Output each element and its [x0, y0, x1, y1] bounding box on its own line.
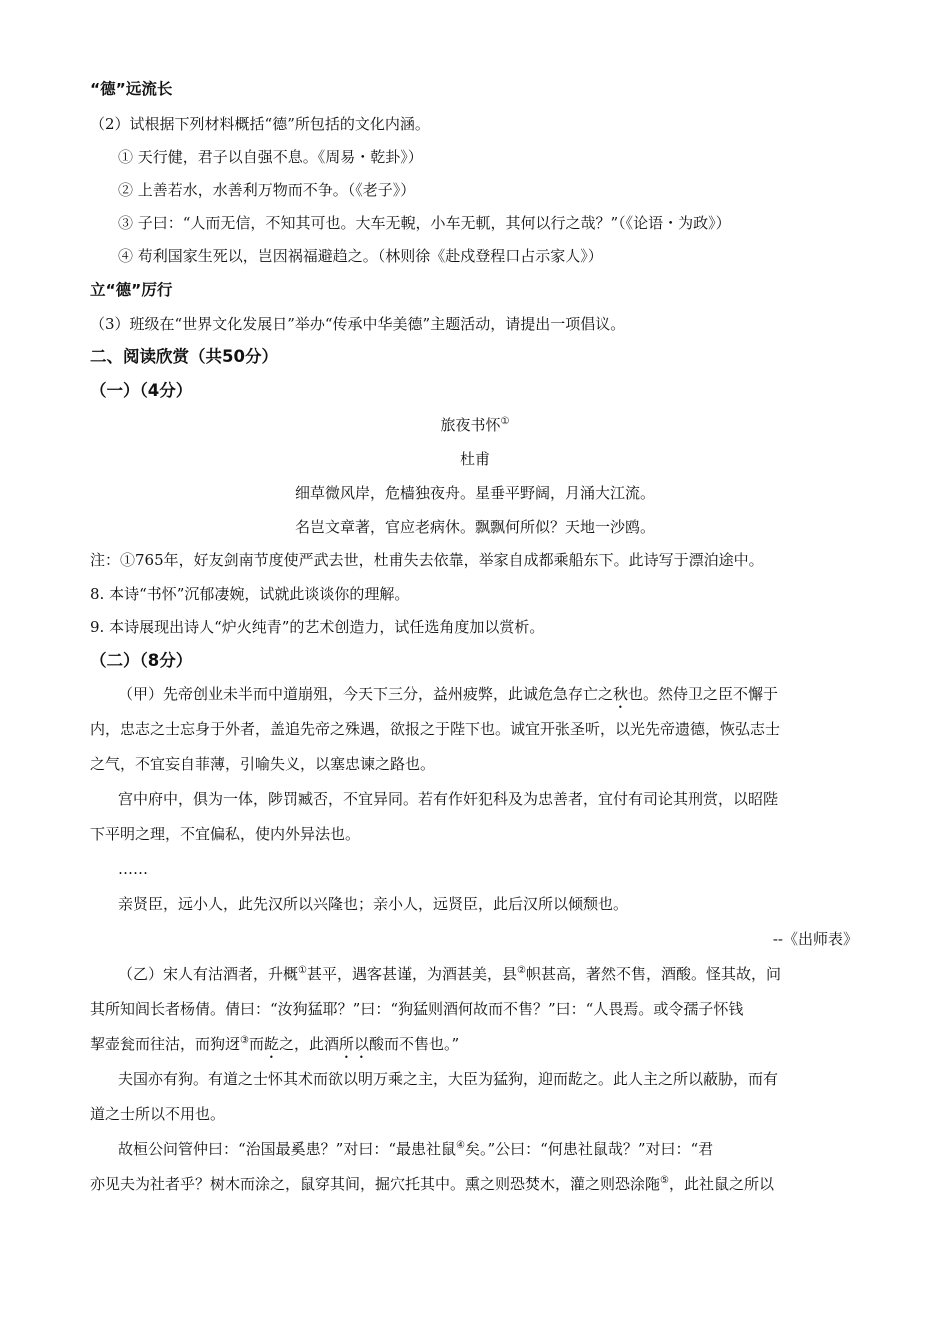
passage-jia-p2-line-2: 下平明之理，不宜偏私，使内外异法也。 [90, 825, 361, 843]
text-run: 之，此酒 [279, 1035, 340, 1053]
text-run: 甚平，遇客甚谨，为酒甚美，县 [306, 965, 517, 983]
poem-title [0, 414, 950, 436]
text-run: 矣。”公曰：“何患社鼠哉？”对曰：“君 [464, 1140, 714, 1158]
passage-jia-p1-line-3: 之气，不宜妄自菲薄，引喻失义，以塞忠谏之路也。 [90, 755, 436, 773]
question-2-prompt: （2）试根据下列材料概括“德”所包括的文化内涵。 [90, 115, 430, 133]
question-3-prompt: （3）班级在“世界文化发展日”举办“传承中华美德”主题活动，请提出一项倡议。 [90, 315, 626, 333]
passage-jia-p1-line-2: 内，忠志之士忘身于外者，盖追先帝之殊遇，欲报之于陛下也。诚宜开张圣听，以光先帝遗德，恢弘志士 [90, 720, 781, 738]
subsection-2-heading: （二）（8分） [90, 651, 193, 670]
poem-note: 注：①765年，好友剑南节度使严武去世，杜甫失去依靠，举家自成都乘船东下。此诗写于漂泊途中。 [90, 551, 764, 569]
material-1: ① 天行健，君子以自强不息。《周易・乾卦》） [118, 148, 423, 166]
part-2-heading: 二、阅读欣赏（共50分） [90, 347, 278, 366]
passage-yi-p1-line-3 [90, 1033, 459, 1062]
footnote-marker: ① [500, 416, 510, 427]
material-4: ④ 苟利国家生死以，岂因祸福避趋之。（林则徐《赴戍登程口占示家人》） [118, 247, 603, 265]
text-run: 挈壶瓮而往沽，而狗迓 [90, 1035, 241, 1053]
section-heading-li-de: 立“德”厉行 [90, 281, 173, 299]
subsection-1-heading: （一）（4分） [90, 381, 193, 400]
material-3: ③ 子曰：“人而无信，不知其可也。大车无輗，小车无軏，其何以行之哉？”（《论语・为政》） [118, 214, 731, 232]
passage-jia-p3: 亲贤臣，远小人，此先汉所以兴隆也；亲小人，远贤臣，此后汉所以倾颓也。 [118, 895, 629, 913]
footnote-marker: ④ [456, 1140, 465, 1151]
passage-yi-p3-line-1 [118, 1138, 713, 1160]
passage-yi-p3-line-2 [90, 1173, 774, 1195]
text-run: 故桓公问管仲曰：“治国最奚患？”对曰：“最患社鼠 [118, 1140, 457, 1158]
emphasized-char: 所以 [339, 1035, 370, 1053]
passage-yi-p2-line-2: 道之士所以不用也。 [90, 1105, 226, 1123]
poem-line-1: 细草微风岸，危樯独夜舟。星垂平野阔，月涌大江流。 [294, 484, 655, 502]
footnote-marker: ⑤ [660, 1175, 669, 1186]
text-run: 也。然侍卫之臣不懈于 [628, 685, 779, 703]
section-heading-de-yuan: “德”远流长 [90, 80, 173, 98]
passage-jia-p2-line-1: 宫中府中，俱为一体，陟罚臧否，不宜异同。若有作奸犯科及为忠善者，宜付有司论其刑赏，以昭陛 [118, 790, 779, 808]
passage-yi-p1-line-1 [118, 963, 781, 985]
material-2: ② 上善若水，水善利万物而不争。（《老子》） [118, 181, 416, 199]
text-run: 亦见夫为社者乎？树木而涂之，鼠穿其间，掘穴托其中。熏之则恐焚木，灌之则恐涂陁 [90, 1175, 661, 1193]
question-9: 9. 本诗展现出诗人“炉火纯青”的艺术创造力，试任选角度加以赏析。 [90, 618, 545, 636]
text-run: 帜甚高，著然不售，酒酸。怪其故，问 [525, 965, 781, 983]
passage-jia-ellipsis: …… [118, 860, 148, 878]
passage-jia-p1-line-1 [118, 683, 778, 712]
poem-author: 杜甫 [459, 450, 490, 468]
poem-title-text: 旅夜书怀 [440, 416, 501, 434]
question-8: 8. 本诗“书怀”沉郁凄婉，试就此谈谈你的理解。 [90, 585, 410, 603]
passage-jia-source: --《出师表》 [772, 930, 858, 948]
footnote-marker: ① [298, 965, 307, 976]
text-run: ，此社鼠之所以 [668, 1175, 774, 1193]
text-run: 而 [248, 1035, 264, 1053]
passage-yi-p2-line-1: 夫国亦有狗。有道之士怀其术而欲以明万乘之主，大臣为猛狗，迎而龁之。此人主之所以蔽胁，而有 [118, 1070, 779, 1088]
passage-yi-p1-line-2: 其所知闾长者杨倩。倩曰：“汝狗猛耶？”曰：“狗猛则酒何故而不售？”曰：“人畏焉。或令孺子怀钱 [90, 1000, 744, 1018]
text-run: （乙）宋人有沽酒者，升概 [118, 965, 299, 983]
footnote-marker: ② [517, 965, 526, 976]
poem-line-2: 名岂文章著，官应老病休。飘飘何所似？天地一沙鸥。 [294, 518, 655, 536]
footnote-marker: ③ [240, 1035, 249, 1046]
emphasized-char: 龁 [264, 1035, 280, 1053]
text-run: 酸而不售也。” [369, 1035, 460, 1053]
emphasized-char: 秋 [613, 685, 629, 703]
text-run: （甲）先帝创业未半而中道崩殂，今天下三分，益州疲弊，此诚危急存亡之 [118, 685, 614, 703]
